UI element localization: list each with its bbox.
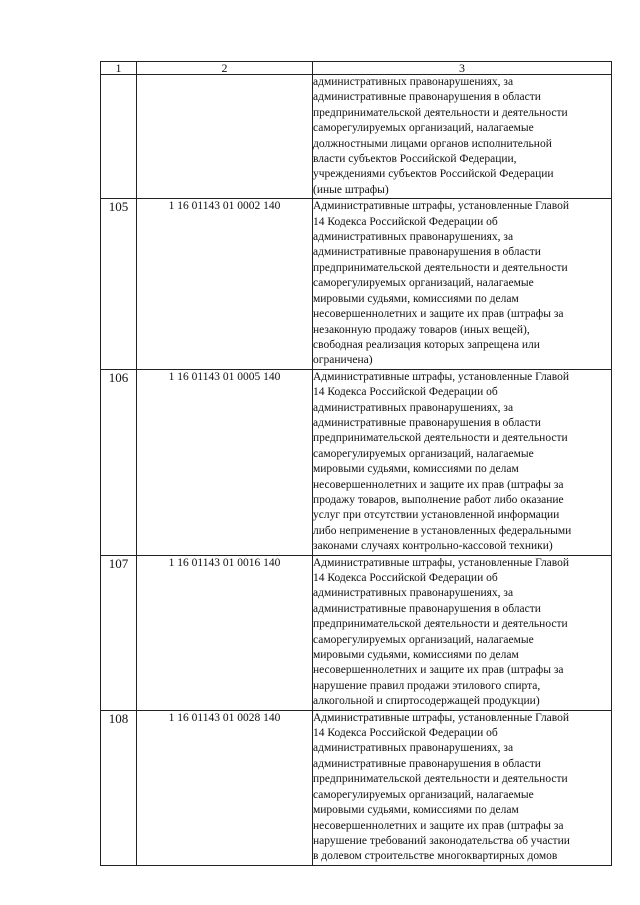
description-line: саморегулируемых организаций, налагаемые [313,122,534,135]
description-line: административные правонарушения в области [313,246,541,259]
description-line: свободная реализация которых запрещена или [313,338,540,351]
description-line: в долевом строительстве многоквартирных домов [313,850,558,863]
description-line: 14 Кодекса Российской Федерации об [313,572,498,584]
budget-code: 1 16 01143 01 0005 140 [137,369,313,555]
description-line: саморегулируемых организаций, налагаемые [313,788,534,801]
description-line: предпринимательской деятельности и деятельности [313,773,568,786]
header-cell-2: 2 [137,62,313,75]
header-row [101,62,612,75]
description [313,710,612,865]
description-line: законами случаях контрольно-кассовой техники) [313,540,553,553]
description-line: административных правонарушениях, за [313,742,514,755]
description-line: нарушение требований законодательства об участии [313,834,570,847]
header-cell-3: 3 [313,62,612,75]
description-line: административных правонарушениях, за [313,76,514,88]
description [313,75,612,199]
description-line: предпринимательской деятельности и деятельности [313,261,568,274]
budget-code: 1 16 01143 01 0016 140 [137,555,313,710]
description [313,199,612,369]
table-row [101,369,612,555]
description [313,555,612,710]
description-line: учреждениями субъектов Российской Федерации [313,168,554,181]
description-line: несовершеннолетних и защите их прав (штрафы за [313,819,564,832]
description-line: административные правонарушения в области [313,757,541,770]
description-line: административных правонарушениях, за [313,587,514,600]
budget-code: 1 16 01143 01 0002 140 [137,199,313,369]
row-number: 107 [101,555,137,710]
description-line: саморегулируемых организаций, налагаемые [313,633,534,646]
description-line: 14 Кодекса Российской Федерации об [313,215,498,228]
description-line: власти субъектов Российской Федерации, [313,153,517,166]
budget-code [137,75,313,199]
table-row-continuation [101,75,612,199]
row-number: 105 [101,199,137,369]
budget-code: 1 16 01143 01 0028 140 [137,710,313,865]
fines-table [100,61,612,866]
description-line: услуг при отсутствии установленной информации [313,509,560,522]
description-line: мировыми судьями, комиссиями по делам [313,804,519,817]
row-number [101,75,137,199]
row-number: 108 [101,710,137,865]
description-line: мировыми судьями, комиссиями по делам [313,649,519,662]
description-line: административные правонарушения в области [313,416,541,429]
description-line: (иные штрафы) [313,183,389,196]
table-body [101,62,612,866]
description-line: административные правонарушения в области [313,602,541,615]
description-line: Административные штрафы, установленные Главой [313,200,570,213]
description-line: административных правонарушениях, за [313,231,514,244]
table-row [101,199,612,369]
description-line: предпринимательской деятельности и деятельности [313,618,568,631]
description-line: саморегулируемых организаций, налагаемые [313,447,534,460]
description-line: 14 Кодекса Российской Федерации об [313,727,498,740]
description-line: либо неприменение в установленных федеральными [313,524,572,537]
description-line: Административные штрафы, установленные Главой [313,370,570,383]
description-line: продажу товаров, выполнение работ либо оказание [313,493,564,506]
description-line: мировыми судьями, комиссиями по делам [313,463,519,476]
description-line: административные правонарушения в области [313,91,541,104]
description-line: предпринимательской деятельности и деятельности [313,106,568,119]
description-line: алкогольной и спиртосодержащей продукции) [313,695,540,708]
description-line: должностными лицами органов исполнительной [313,137,552,150]
description [313,369,612,555]
row-number: 106 [101,369,137,555]
description-line: Административные штрафы, установленные Главой [313,556,570,569]
description-line: несовершеннолетних и защите их прав (штрафы за [313,664,564,677]
description-line: мировыми судьями, комиссиями по делам [313,292,519,305]
table-row [101,710,612,865]
description-line: саморегулируемых организаций, налагаемые [313,277,534,290]
table-row [101,555,612,710]
description-line: ограничена) [313,354,373,367]
description-line: несовершеннолетних и защите их прав (штрафы за [313,308,564,321]
header-cell-1: 1 [101,62,137,75]
description-line: нарушение правил продажи этилового спирта, [313,679,541,692]
description-line: административных правонарушениях, за [313,401,514,414]
description-line: Административные штрафы, установленные Главой [313,711,570,724]
description-line: 14 Кодекса Российской Федерации об [313,386,498,399]
description-line: незаконную продажу товаров (иных вещей), [313,323,530,336]
description-line: несовершеннолетних и защите их прав (штрафы за [313,478,564,491]
description-line: предпринимательской деятельности и деятельности [313,432,568,445]
